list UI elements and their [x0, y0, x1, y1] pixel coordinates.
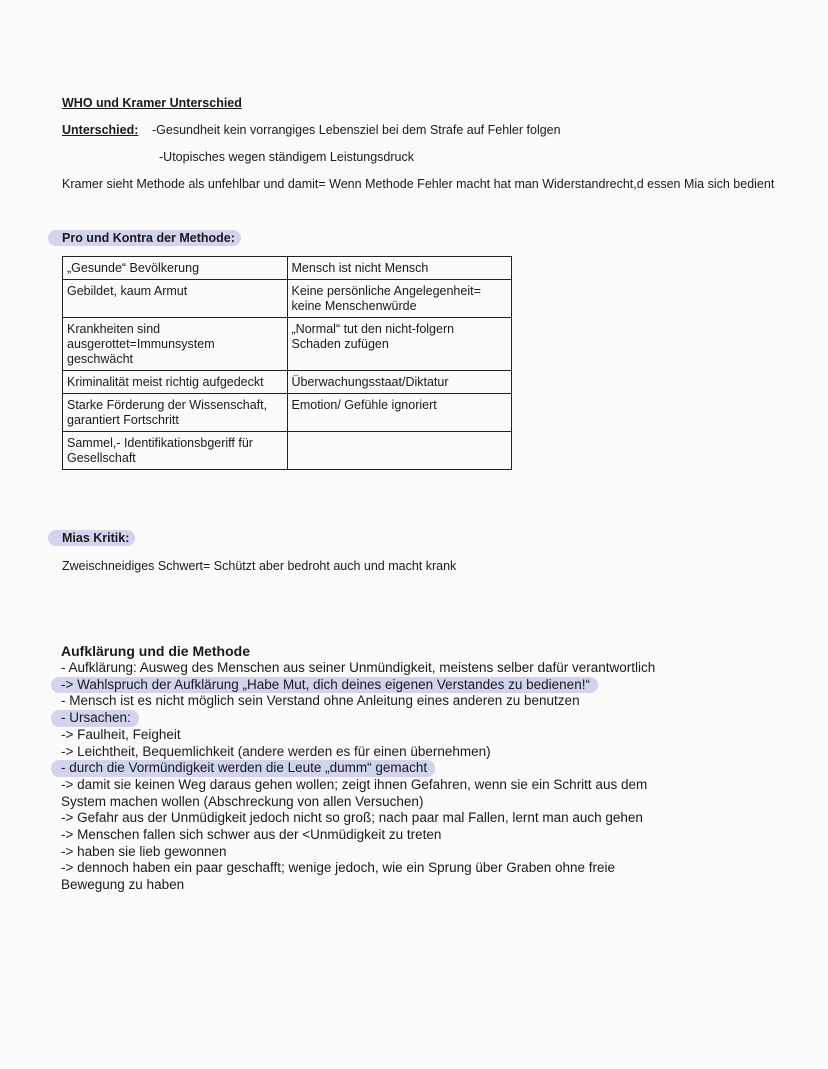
- contra-cell: Keine persönliche Angelegenheit= keine Menschenwürde: [287, 280, 512, 318]
- list-item: [61, 677, 801, 694]
- pro-cell: Kriminalität meist richtig aufgedeckt: [63, 371, 288, 394]
- mias-critique-text: Zweischneidiges Schwert= Schützt aber bedroht auch und macht krank: [62, 559, 457, 573]
- mias-critique-heading: [62, 531, 135, 545]
- table-row: [63, 257, 512, 280]
- list-item: [61, 727, 801, 744]
- pro-contra-table-body: [63, 257, 512, 470]
- list-item: [61, 744, 801, 761]
- section-heading-who-kramer: WHO und Kramer Unterschied: [62, 96, 242, 110]
- contra-cell: „Normal“ tut den nicht-folgern Schaden zufügen: [287, 318, 512, 371]
- highlighted-line-text: - durch die Vormündigkeit werden die Leute „dumm“ gemacht: [51, 760, 435, 777]
- difference-point-2: -Utopisches wegen ständigem Leistungsdruck: [159, 150, 414, 164]
- pro-contra-table: [62, 256, 512, 470]
- enlightenment-section: [61, 643, 801, 894]
- contra-cell: Mensch ist nicht Mensch: [287, 257, 512, 280]
- line-text: -> haben sie lieb gewonnen: [61, 843, 227, 859]
- list-item: [61, 827, 801, 844]
- list-item: [61, 844, 801, 861]
- table-row: [63, 371, 512, 394]
- contra-cell: [287, 432, 512, 470]
- list-item: [61, 777, 801, 794]
- pro-cell: Sammel,- Identifikationsbgeriff für Gesellschaft: [63, 432, 288, 470]
- list-item: [61, 810, 801, 827]
- pro-contra-heading: [62, 231, 241, 245]
- list-item: [61, 660, 801, 677]
- line-text: -> Faulheit, Feigheit: [61, 726, 181, 742]
- difference-point-1: -Gesundheit kein vorrangiges Lebensziel bei dem Strafe auf Fehler folgen: [152, 123, 561, 137]
- list-item: [61, 877, 801, 894]
- table-row: [63, 280, 512, 318]
- contra-cell: Emotion/ Gefühle ignoriert: [287, 394, 512, 432]
- line-text: - Mensch ist es nicht möglich sein Verstand ohne Anleitung eines anderen zu benutzen: [61, 693, 580, 709]
- table-row: [63, 318, 512, 371]
- line-text: Bewegung zu haben: [61, 877, 185, 893]
- difference-label: Unterschied:: [62, 123, 139, 137]
- list-item: [61, 693, 801, 710]
- pro-cell: Krankheiten sind ausgerottet=Immunsystem geschwächt: [63, 318, 288, 371]
- list-item: [61, 710, 801, 727]
- list-item: [61, 794, 801, 811]
- line-text: -> Menschen fallen sich schwer aus der <Unmüdigkeit zu treten: [61, 827, 442, 843]
- list-item: [61, 760, 801, 777]
- table-row: [63, 432, 512, 470]
- line-text: -> damit sie keinen Weg daraus gehen wollen; zeigt ihnen Gefahren, wenn sie ein Schritt aus dem: [61, 776, 648, 792]
- pro-cell: „Gesunde“ Bevölkerung: [63, 257, 288, 280]
- pro-cell: Starke Förderung der Wissenschaft, garantiert Fortschritt: [63, 394, 288, 432]
- highlighted-line-text: - Ursachen:: [51, 710, 139, 727]
- contra-cell: Überwachungsstaat/Diktatur: [287, 371, 512, 394]
- enlightenment-heading: Aufklärung und die Methode: [61, 643, 250, 659]
- kramer-statement: Kramer sieht Methode als unfehlbar und damit= Wenn Methode Fehler macht hat man Widerstandrecht,d essen Mia sich bedient: [62, 177, 775, 191]
- line-text: System machen wollen (Abschreckung von allen Versuchen): [61, 793, 424, 809]
- pro-cell: Gebildet, kaum Armut: [63, 280, 288, 318]
- line-text: -> dennoch haben ein paar geschafft; wenige jedoch, wie ein Sprung über Graben ohne freie: [61, 860, 616, 876]
- line-text: -> Leichtheit, Bequemlichkeit (andere werden es für einen übernehmen): [61, 743, 491, 759]
- mias-critique-heading-highlight: Mias Kritik:: [48, 530, 135, 546]
- table-row: [63, 394, 512, 432]
- line-text: -> Gefahr aus der Unmüdigkeit jedoch nicht so groß; nach paar mal Fallen, lernt man auch gehen: [61, 810, 643, 826]
- list-item: [61, 860, 801, 877]
- highlighted-line-text: -> Wahlspruch der Aufklärung „Habe Mut, dich deines eigenen Verstandes zu bedienen!“: [51, 677, 598, 694]
- line-text: - Aufklärung: Ausweg des Menschen aus seiner Unmündigkeit, meistens selber dafür verantwortlich: [61, 660, 656, 675]
- enlightenment-lines: [61, 660, 801, 894]
- pro-contra-heading-highlight: Pro und Kontra der Methode:: [48, 230, 241, 246]
